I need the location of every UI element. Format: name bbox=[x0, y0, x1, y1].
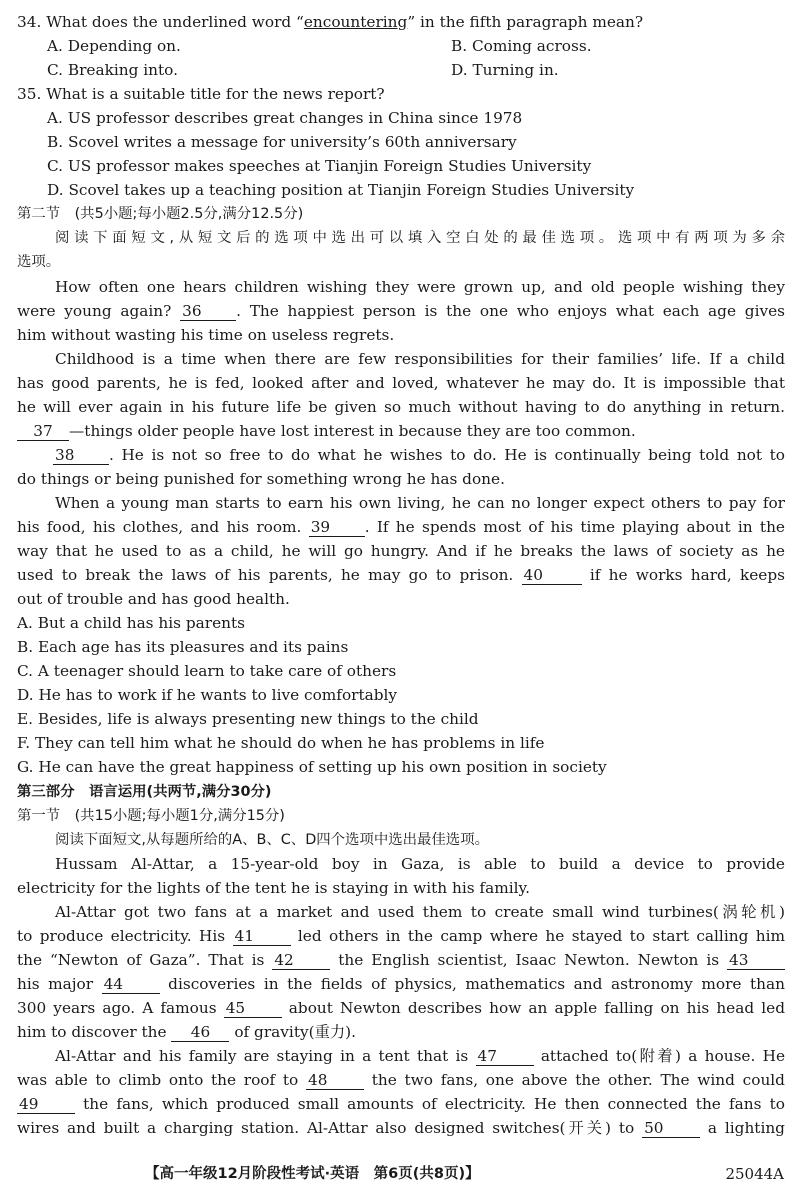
option-g: G. He can have the great happiness of setting up his own position in society bbox=[17, 758, 607, 777]
passage-p4-line-2: his food, his clothes, and his room. 39 . If he spends most of his time playing about in the bbox=[17, 517, 785, 536]
blank-43: 43 bbox=[727, 952, 785, 970]
q34-options-row-1 bbox=[17, 34, 785, 58]
option-b: B. Each age has its pleasures and its pains bbox=[17, 638, 349, 657]
q35-option-d: D. Scovel takes up a teaching position at Tianjin Foreign Studies University bbox=[47, 181, 635, 200]
blank-38: 38 bbox=[53, 447, 109, 465]
cloze-p2-line-3: the “Newton of Gaza”. That is 42 the English scientist, Isaac Newton. Newton is 43 bbox=[17, 948, 785, 972]
passage-p3-line-1: 38 . He is not so free to do what he wishes to do. He is continually being told not to bbox=[55, 445, 785, 464]
part3-instruction: 阅读下面短文,从每题所给的A、B、C、D四个选项中选出最佳选项。 bbox=[55, 831, 489, 848]
blank-39: 39 bbox=[309, 519, 365, 537]
cloze-p2-line-2: to produce electricity. His 41 led others in the camp where he stayed to start calling him bbox=[17, 926, 785, 945]
blank-49: 49 bbox=[17, 1096, 75, 1114]
section2-header: 第二节 (共5小题;每小题2.5分,满分12.5分) bbox=[17, 206, 304, 223]
part3-header: 第三部分 语言运用(共两节,满分30分) bbox=[17, 783, 272, 800]
option-f: F. They can tell him what he should do when he has problems in life bbox=[17, 734, 545, 753]
section2-instruction-line-2: 选项。 bbox=[17, 254, 61, 271]
option-e: E. Besides, life is always presenting new things to the child bbox=[17, 710, 479, 729]
blank-44: 44 bbox=[102, 976, 160, 994]
blank-37: 37 bbox=[17, 423, 69, 441]
blank-45: 45 bbox=[224, 1000, 282, 1018]
cloze-p3-line-2: was able to climb onto the roof to 48 the two fans, one above the other. The wind could bbox=[17, 1071, 785, 1090]
passage-p3-line-2: do things or being punished for something wrong he has done. bbox=[17, 469, 505, 488]
q34-stem: 34. What does the underlined word “encountering” in the fifth paragraph mean? bbox=[17, 13, 644, 31]
blank-40: 40 bbox=[522, 567, 582, 585]
passage-p2-line-4: 37 —things older people have lost interest in because they are too common. bbox=[17, 419, 785, 443]
footer-title: 【高一年级12月阶段性考试·英语 第6页(共8页)】 bbox=[145, 1166, 480, 1182]
cloze-p3-line-1: Al-Attar and his family are staying in a tent that is 47 attached to(附着) a house. He bbox=[55, 1047, 785, 1066]
blank-50: 50 bbox=[642, 1120, 700, 1138]
blank-41: 41 bbox=[233, 928, 291, 946]
blank-47: 47 bbox=[476, 1048, 534, 1066]
underlined-word: encountering bbox=[303, 13, 408, 31]
cloze-p2-line-6: him to discover the 46 of gravity(重力). bbox=[17, 1022, 357, 1041]
q35-option-c: C. US professor makes speeches at Tianjin Foreign Studies University bbox=[47, 157, 592, 176]
part3-section1-header: 第一节 (共15小题;每小题1分,满分15分) bbox=[17, 807, 285, 824]
passage-p1-line-2: were young again? 36 . The happiest person is the one who enjoys what each age gives bbox=[17, 301, 786, 320]
option-c: C. A teenager should learn to take care of others bbox=[17, 662, 397, 681]
passage-p1-line-1: How often one hears children wishing they were grown up, and old people wishing they bbox=[55, 277, 785, 296]
section2-instruction-line-1: 阅读下面短文,从短文后的选项中选出可以填入空白处的最佳选项。选项中有两项为多余 bbox=[55, 230, 785, 247]
q34-option-d: D. Turning in. bbox=[451, 61, 559, 80]
q35-option-b: B. Scovel writes a message for university’s 60th anniversary bbox=[47, 133, 517, 152]
exam-page bbox=[17, 10, 785, 1140]
passage-p1-line-3: him without wasting his time on useless regrets. bbox=[17, 325, 395, 344]
cloze-p2-line-1: Al-Attar got two fans at a market and used them to create small wind turbines(涡轮机) bbox=[55, 902, 785, 921]
passage-p4-line-1: When a young man starts to earn his own living, he can no longer expect others to pay for bbox=[55, 493, 785, 512]
passage-p4-line-5: out of trouble and has good health. bbox=[17, 590, 290, 609]
blank-46: 46 bbox=[171, 1024, 229, 1042]
option-a: A. But a child has his parents bbox=[17, 614, 245, 633]
option-d: D. He has to work if he wants to live comfortably bbox=[17, 686, 398, 705]
q34-option-a: A. Depending on. bbox=[47, 37, 181, 56]
passage-p2-line-1: Childhood is a time when there are few responsibilities for their families’ life. If a child bbox=[55, 349, 785, 368]
blank-42: 42 bbox=[272, 952, 330, 970]
cloze-p3-line-4: wires and built a charging station. Al-Attar also designed switches(开关) to 50 a lighting bbox=[17, 1119, 785, 1138]
exam-code: 25044A bbox=[725, 1165, 784, 1183]
q34-options-row-2 bbox=[17, 58, 785, 82]
q35-stem: 35. What is a suitable title for the news report? bbox=[17, 85, 385, 104]
cloze-p2-line-5: 300 years ago. A famous 45 about Newton describes how an apple falling on his head led bbox=[17, 998, 785, 1017]
page-footer bbox=[0, 1160, 800, 1188]
cloze-p1-line-2: electricity for the lights of the tent he is staying in with his family. bbox=[17, 878, 530, 897]
passage-p4-line-3: way that he used to as a child, he will go hungry. And if he breaks the laws of society as he bbox=[17, 542, 785, 561]
cloze-p2-line-4: his major 44 discoveries in the fields of physics, mathematics and astronomy more than bbox=[17, 974, 785, 993]
q35-option-a: A. US professor describes great changes in China since 1978 bbox=[47, 109, 523, 128]
passage-p4-line-4: used to break the laws of his parents, he may go to prison. 40 if he works hard, keeps bbox=[17, 566, 785, 585]
passage-p2-line-2: has good parents, he is fed, looked after and loved, whatever he may do. It is impossible that bbox=[17, 373, 785, 392]
cloze-p1-line-1: Hussam Al-Attar, a 15-year-old boy in Gaza, is able to build a device to provide bbox=[55, 854, 785, 873]
q34-option-b: B. Coming across. bbox=[451, 37, 592, 56]
q34-option-c: C. Breaking into. bbox=[47, 61, 178, 80]
blank-36: 36 bbox=[180, 303, 236, 321]
blank-48: 48 bbox=[306, 1072, 364, 1090]
passage-p2-line-3: he will ever again in his future life be given so much without having to do anything in return. bbox=[17, 397, 785, 416]
cloze-p3-line-3: 49 the fans, which produced small amounts of electricity. He then connected the fans to bbox=[19, 1095, 785, 1114]
